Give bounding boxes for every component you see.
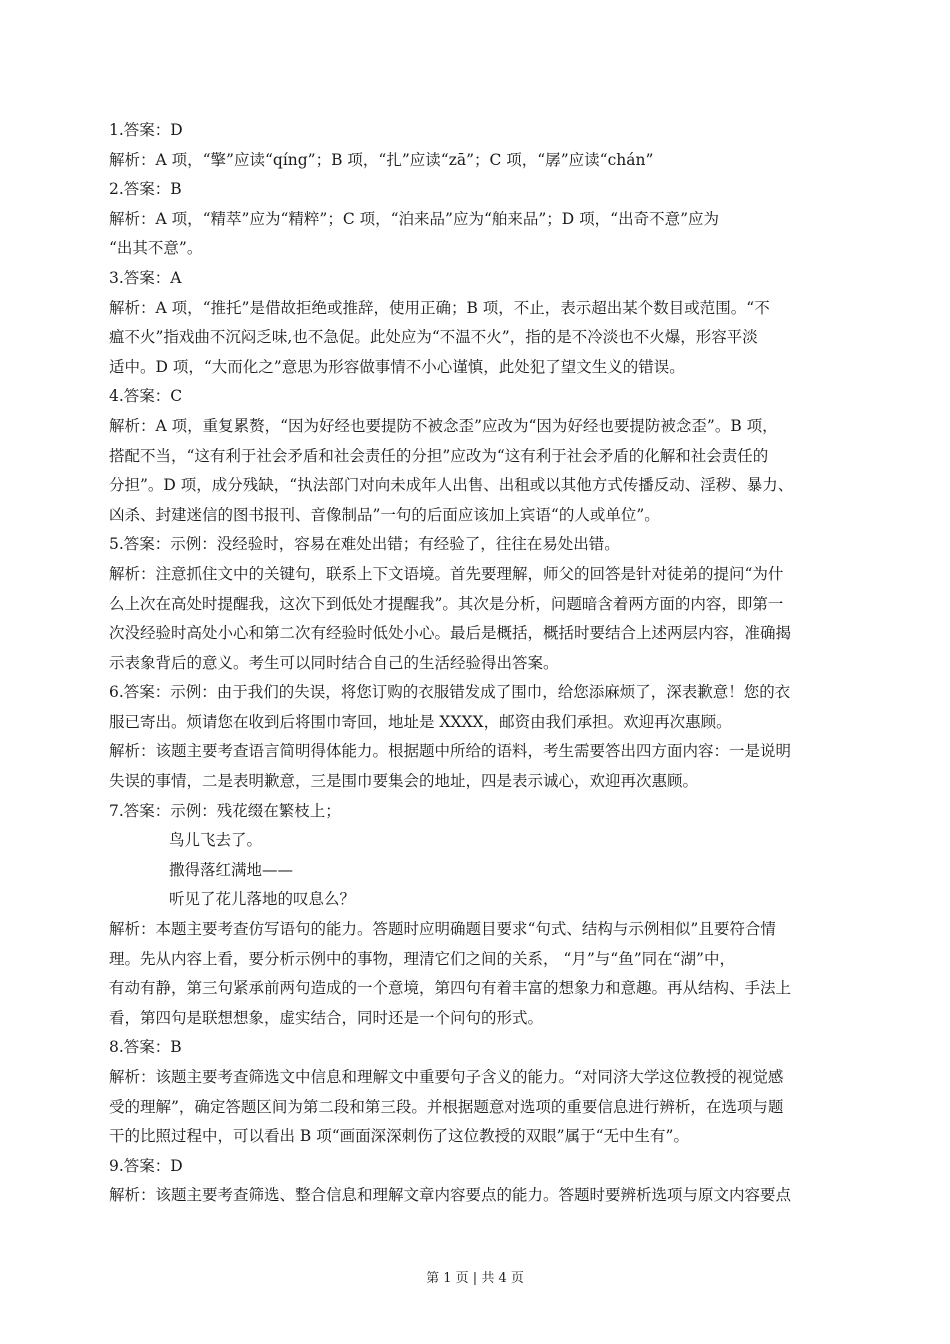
analysis-line: 解析：该题主要考查筛选文中信息和理解文中重要句子含义的能力。“对同济大学这位教授的视觉感 <box>109 1068 784 1086</box>
answer-line-q2: 2.答案：B <box>109 180 182 199</box>
analysis-line: 受的理解”，确定答题区间为第二段和第三段。并根据题意对选项的重要信息进行辨析，在选项与题 <box>109 1097 784 1116</box>
analysis-line: 次没经验时高处小心和第二次有经验时低处小心。最后是概括，概括时要结合上述两层内容，准确揭 <box>109 624 792 643</box>
analysis-line: 凶杀、封建迷信的图书报刊、音像制品”一句的后面应该加上宾语“的人或单位”。 <box>109 505 660 524</box>
answer-line-q7: 7.答案：示例：残花缀在繁枝上； <box>109 801 341 820</box>
analysis-line: 解析：A 项，“推托”是借故拒绝或推辞，使用正确；B 项，不止，表示超出某个数目或范围。“不 <box>109 298 770 317</box>
answer-line-q1: 1.答案：D <box>109 121 183 139</box>
analysis-line: 搭配不当，“这有利于社会矛盾和社会责任的分担”应改为“这有利于社会矛盾的化解和社会责任的 <box>109 446 769 465</box>
answer-line-q8: 8.答案：B <box>109 1038 182 1057</box>
analysis-line: 分担”。D 项，成分残缺，“执法部门对向未成年人出售、出租或以其他方式传播反动、淫秽、暴力、 <box>109 476 794 495</box>
analysis-line: 示表象背后的意义。考生可以同时结合自己的生活经验得出答案。 <box>109 653 559 672</box>
answer-line-q3: 3.答案：A <box>109 268 182 287</box>
analysis-line: 么上次在高处时提醒我，这次下到低处才提醒我”。其次是分析，问题暗含着两方面的内容，即第一 <box>109 594 784 613</box>
answer-line-q4: 4.答案：C <box>109 387 183 406</box>
analysis-line: “出其不意”。 <box>109 239 203 258</box>
poem-line: 鸟儿飞去了。 <box>169 831 263 850</box>
analysis-line: 看，第四句是联想想象，虚实结合，同时还是一个问句的形式。 <box>109 1008 544 1027</box>
analysis-line: 解析：该题主要考查语言简明得体能力。根据题中所给的语料，考生需要答出四方面内容：一是说明 <box>109 742 792 761</box>
analysis-line: 适中。D 项，“大而化之”意思为形容做事情不小心谨慎，此处犯了望文生义的错误。 <box>109 357 685 376</box>
answer-line-q5: 5.答案：示例：没经验时，容易在难处出错；有经验了，往往在易处出错。 <box>109 535 620 554</box>
analysis-line: 解析：A 项，“精萃”应为“精粹”；C 项，“泊来品”应为“舶来品”；D 项，“出奇不意”应为 <box>109 209 720 228</box>
answer-line-q9: 9.答案：D <box>109 1156 183 1175</box>
analysis-line: 解析：A 项，重复累赘，“因为好经也要提防不被念歪”应改为“因为好经也要提防被念歪”。B 项， <box>109 416 778 435</box>
answer-line: 服已寄出。烦请您在收到后将围巾寄回，地址是 XXXX，邮资由我们承担。欢迎再次惠顾。 <box>109 712 732 731</box>
analysis-line: 失误的事情，二是表明歉意，三是围巾要集会的地址，四是表示诚心，欢迎再次惠顾。 <box>109 772 699 791</box>
page-footer: 第 1 页 | 共 4 页 <box>426 1271 524 1286</box>
poem-line: 撒得落红满地—— <box>169 860 294 879</box>
analysis-line: 解析：该题主要考查筛选、整合信息和理解文章内容要点的能力。答题时要辨析选项与原文内容要点 <box>109 1186 792 1205</box>
analysis-line: 理。先从内容上看，要分析示例中的事物，理清它们之间的关系， “月”与“鱼”同在“湖”中， <box>109 949 735 968</box>
analysis-line: 有动有静，第三句紧承前两句造成的一个意境，第四句有着丰富的想象力和意趣。再从结构、手法上 <box>109 979 792 998</box>
analysis-line: 干的比照过程中，可以看出 B 项“画面深深刺伤了这位教授的双眼”属于“无中生有”。 <box>109 1127 689 1146</box>
analysis-line: 瘟不火”指戏曲不沉闷乏味,也不急促。此处应为“不温不火”，指的是不冷淡也不火爆，形容平淡 <box>109 328 758 347</box>
analysis-line: 解析：注意抓住文中的关键句，联系上下文语境。首先要理解，师父的回答是针对徒弟的提问“为什 <box>109 564 784 583</box>
answer-content <box>109 116 849 1211</box>
poem-line: 听见了花儿落地的叹息么？ <box>169 890 356 909</box>
answer-line-q6: 6.答案：示例：由于我们的失误，将您订购的衣服错发成了围巾，给您添麻烦了，深表歉意！您的衣 <box>109 683 791 702</box>
analysis-line: 解析：本题主要考查仿写语句的能力。答题时应明确题目要求“句式、结构与示例相似”且要符合情 <box>109 920 776 939</box>
analysis-line: 解析：A 项，“擎”应读“qíng”；B 项，“扎”应读“zā”；C 项，“孱”应读“chán” <box>109 150 654 169</box>
